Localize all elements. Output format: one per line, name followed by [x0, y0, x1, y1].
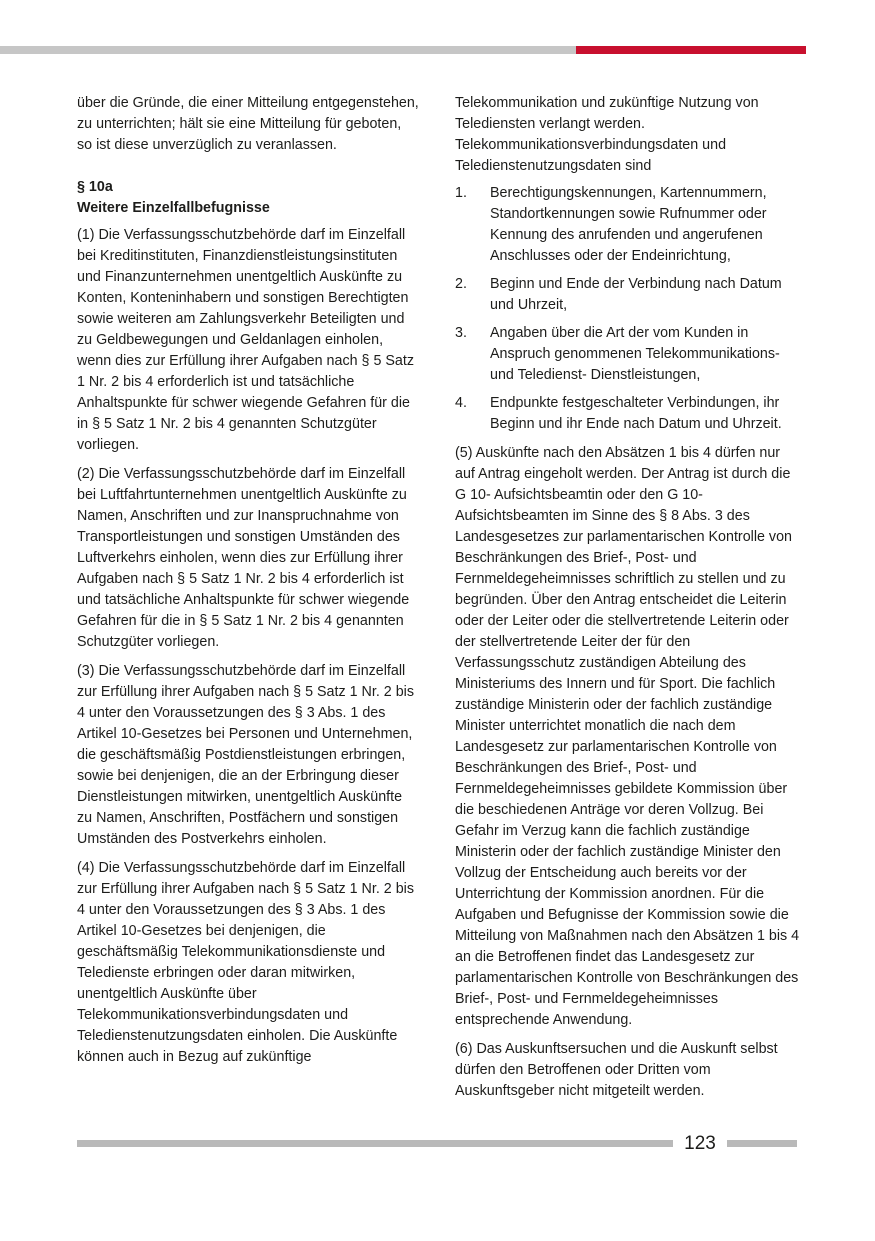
list-item — [455, 274, 800, 316]
list-item-number: 4. — [455, 395, 467, 411]
top-rule-gray — [0, 46, 576, 54]
right-column — [455, 93, 800, 1110]
section-title: Weitere Einzelfallbefugnisse — [77, 200, 270, 216]
list-item-text: Angaben über die Art der vom Kunden in Anspruch genommenen Telekommunikations- und Teledienst- Dienstleistungen, — [490, 325, 780, 383]
top-rule-accent — [576, 46, 806, 54]
data-types-list — [455, 183, 800, 435]
list-item — [455, 183, 800, 267]
paragraph-3: (3) Die Verfassungsschutzbehörde darf im Einzelfall zur Erfüllung ihrer Aufgaben nach § 5 Satz 1 Nr. 2 bis 4 unter den Voraussetzungen des § 3 Abs. 1 des Artikel 10-Gesetzes bei Personen und Unternehmen, die geschäftsmäßig Postdienstleistungen erbringen, sowie bei denjenigen, die an der Erbringung dieser Dienstleistungen mitwirken, unentgeltlich Auskünfte zu Namen, Anschriften, Postfächern und sonstigen Umständen des Postverkehrs einholen. — [77, 663, 414, 847]
right-continuation-text: Telekommunikation und zukünftige Nutzung von Telediensten verlangt werden. Telekommunikationsverbindungsdaten und Teledienstenutzungsdaten sind — [455, 95, 759, 174]
left-column — [77, 93, 420, 1076]
left-continuation-text: über die Gründe, die einer Mitteilung entgegenstehen, zu unterrichten; hält sie eine Mitteilung für geboten, so ist diese unverzüglich zu veranlassen. — [77, 95, 419, 153]
section-number: § 10a — [77, 179, 113, 195]
list-item — [455, 323, 800, 386]
list-item-number: 2. — [455, 276, 467, 292]
footer-rule-left — [77, 1140, 673, 1147]
section-heading — [77, 177, 420, 219]
list-item-text: Berechtigungskennungen, Kartennummern, Standortkennungen sowie Rufnummer oder Kennung des anrufenden und angerufenen Anschlusses oder der Endeinrichtung, — [490, 185, 767, 264]
paragraph-6: (6) Das Auskunftsersuchen und die Auskunft selbst dürfen den Betroffenen oder Dritten vom Auskunftsgeber nicht mitgeteilt werden. — [455, 1041, 778, 1099]
list-item — [455, 393, 800, 435]
list-item-number: 1. — [455, 185, 467, 201]
page-number: 123 — [684, 1133, 716, 1154]
paragraph-1: (1) Die Verfassungsschutzbehörde darf im Einzelfall bei Kreditinstituten, Finanzdienstleistungsinstituten und Finanzunternehmen unentgeltlich Auskünfte zu Konten, Konteninhabern und sonstigen Berechtigten sowie weiteren am Zahlungsverkehr Beteiligten und zu Geldbewegungen und Geldanlagen einholen, wenn dies zur Erfüllung ihrer Aufgaben nach § 5 Satz 1 Nr. 2 bis 4 erforderlich ist und tatsächliche Anhaltspunkte für schwer wiegende Gefahren für die in § 5 Satz 1 Nr. 2 bis 4 genannten Schutzgüter vorliegen. — [77, 227, 414, 453]
paragraph-4: (4) Die Verfassungsschutzbehörde darf im Einzelfall zur Erfüllung ihrer Aufgaben nach § 5 Satz 1 Nr. 2 bis 4 unter den Voraussetzungen des § 3 Abs. 1 des Artikel 10-Gesetzes bei denjenigen, die geschäftsmäßig Telekommunikationsdienste und Teledienste erbringen oder daran mitwirken, unentgeltlich Auskünfte über Telekommunikationsverbindungsdaten und Teledienstenutzungsdaten einholen. Die Auskünfte können auch in Bezug auf zukünftige — [77, 860, 414, 1065]
list-item-text: Endpunkte festgeschalteter Verbindungen, ihr Beginn und ihr Ende nach Datum und Uhrzeit. — [490, 395, 782, 432]
paragraph-2: (2) Die Verfassungsschutzbehörde darf im Einzelfall bei Luftfahrtunternehmen unentgeltlich Auskünfte zu Namen, Anschriften und zur Inanspruchnahme von Transportleistungen und sonstigen Umständen des Luftverkehrs einholen, wenn dies zur Erfüllung ihrer Aufgaben nach § 5 Satz 1 Nr. 2 bis 4 erforderlich ist und tatsächliche Anhaltspunkte für schwer wiegende Gefahren für die in § 5 Satz 1 Nr. 2 bis 4 genannten Schutzgüter vorliegen. — [77, 466, 410, 650]
list-item-text: Beginn und Ende der Verbindung nach Datum und Uhrzeit, — [490, 276, 782, 313]
paragraph-5: (5) Auskünfte nach den Absätzen 1 bis 4 dürfen nur auf Antrag eingeholt werden. Der Antrag ist durch die G 10- Aufsichtsbeamtin oder den G 10-Aufsichtsbeamten im Sinne des § 8 Abs. 3 des Landesgesetzes zur parlamentarischen Kontrolle von Beschränkungen des Brief-, Post- und Fernmeldegeheimnisses schriftlich zu stellen und zu begründen. Über den Antrag entscheidet die Leiterin oder der Leiter oder die stellvertretende Leiterin oder der stellvertretende Leiter der für den Verfassungsschutz zuständigen Abteilung des Ministeriums des Innern und für Sport. Die fachlich zuständige Ministerin oder der fachlich zuständige Minister unterrichtet monatlich die nach dem Landesgesetz zur parlamentarischen Kontrolle von Beschränkungen des Brief-, Post- und Fernmeldegeheimnisses gebildete Kommission über die beschiedenen Anträge vor deren Vollzug. Bei Gefahr im Verzug kann die fachlich zuständige Ministerin oder der fachlich zuständige Minister den Vollzug der Entscheidung auch bereits vor der Unterrichtung der Kommission anordnen. Für die Aufgaben und Befugnisse der Kommission sowie die Mitteilung von Maßnahmen nach den Absätzen 1 bis 4 an die Betroffenen findet das Landesgesetz zur parlamentarischen Kontrolle von Beschränkungen des Brief-, Post- und Fernmeldegeheimnisses entsprechende Anwendung. — [455, 445, 800, 1028]
footer-rule-right — [727, 1140, 797, 1147]
list-item-number: 3. — [455, 325, 467, 341]
